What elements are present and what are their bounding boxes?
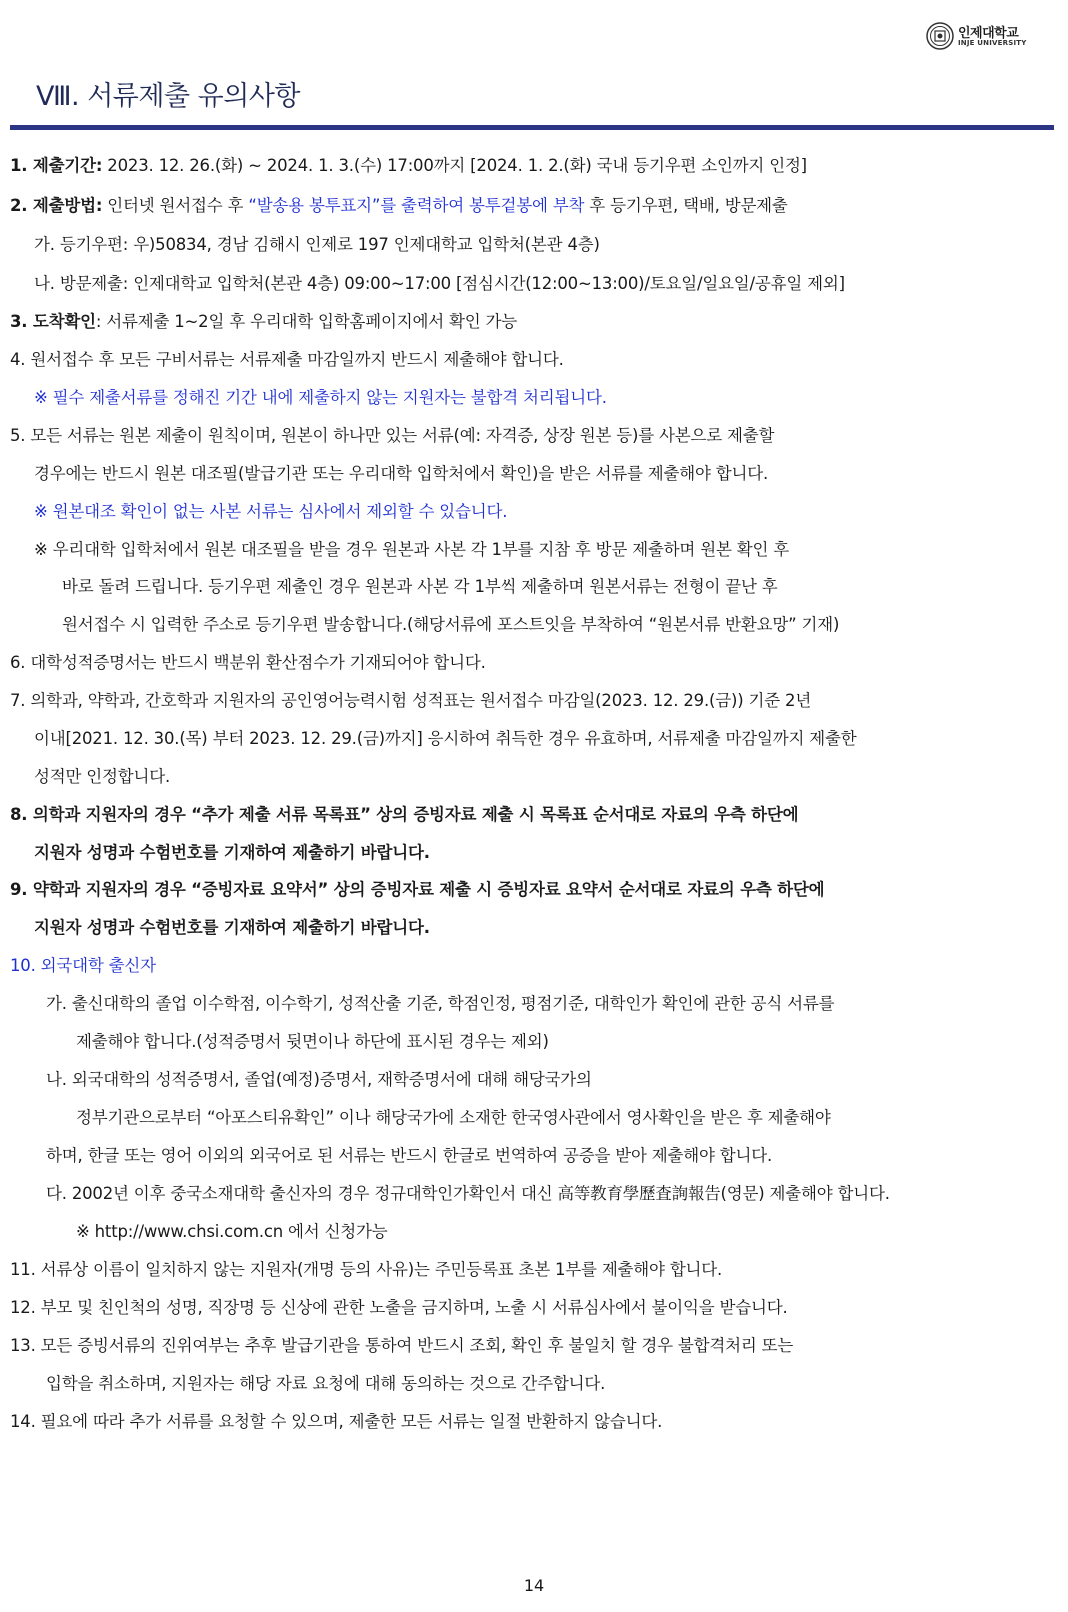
item-1-text: 2023. 12. 26.(화) ~ 2024. 1. 3.(수) 17:00까지 [2024. 1. 2.(화) 국내 등기우편 소인까지 인정] bbox=[102, 156, 807, 175]
item-9-line-2: 지원자 성명과 수험번호를 기재하여 제출하기 바랍니다. bbox=[34, 918, 430, 937]
item-2-na: 나. 방문제출: 인제대학교 입학처(본관 4층) 09:00~17:00 [점심시간(12:00~13:00)/토요일/일요일/공휴일 제외] bbox=[34, 274, 845, 293]
item-5-line-1: 5. 모든 서류는 원본 제출이 원칙이며, 원본이 하나만 있는 서류(예: 자격증, 상장 원본 등)를 사본으로 제출할 bbox=[10, 426, 775, 445]
title-divider bbox=[10, 125, 1054, 130]
item-2-text-b: 후 등기우편, 택배, 방문제출 bbox=[584, 196, 788, 215]
item-7-line-1: 7. 의학과, 약학과, 간호학과 지원자의 공인영어능력시험 성적표는 원서접수 마감일(2023. 12. 29.(금)) 기준 2년 bbox=[10, 691, 812, 710]
item-14: 14. 필요에 따라 추가 서류를 요청할 수 있으며, 제출한 모든 서류는 일절 반환하지 않습니다. bbox=[10, 1412, 663, 1431]
item-12: 12. 부모 및 친인척의 성명, 직장명 등 신상에 관한 노출을 금지하며, 노출 시 서류심사에서 불이익을 받습니다. bbox=[10, 1298, 788, 1317]
item-10-ga-line-2: 제출해야 합니다.(성적증명서 뒷면이나 하단에 표시된 경우는 제외) bbox=[76, 1032, 549, 1051]
item-7-line-2: 이내[2021. 12. 30.(목) 부터 2023. 12. 29.(금)까지] 응시하여 취득한 경우 유효하며, 서류제출 마감일까지 제출한 bbox=[34, 729, 857, 748]
item-2-ga: 가. 등기우편: 우)50834, 경남 김해시 인제로 197 인제대학교 입학처(본관 4층) bbox=[34, 235, 600, 254]
item-10-na-line-3: 하며, 한글 또는 영어 이외의 외국어로 된 서류는 반드시 한글로 번역하여 공증을 받아 제출해야 합니다. bbox=[46, 1146, 773, 1165]
item-5-note-2-line-2: 바로 돌려 드립니다. 등기우편 제출인 경우 원본과 사본 각 1부씩 제출하며 원본서류는 전형이 끝난 후 bbox=[62, 577, 778, 596]
item-2 bbox=[10, 194, 788, 218]
item-8-line-2: 지원자 성명과 수험번호를 기재하여 제출하기 바랍니다. bbox=[34, 843, 430, 862]
item-11: 11. 서류상 이름이 일치하지 않는 지원자(개명 등의 사유)는 주민등록표 초본 1부를 제출해야 합니다. bbox=[10, 1260, 723, 1279]
item-10-na-line-1: 나. 외국대학의 성적증명서, 졸업(예정)증명서, 재학증명서에 대해 해당국가의 bbox=[46, 1070, 592, 1089]
item-10-ga-line-1: 가. 출신대학의 졸업 이수학점, 이수학기, 성적산출 기준, 학점인정, 평점기준, 대학인가 확인에 관한 공식 서류를 bbox=[46, 994, 835, 1013]
item-3-label: 3. 도착확인 bbox=[10, 312, 96, 331]
item-2-text-a: 인터넷 원서접수 후 bbox=[102, 196, 249, 215]
item-6: 6. 대학성적증명서는 반드시 백분위 환산점수가 기재되어야 합니다. bbox=[10, 653, 486, 672]
item-1 bbox=[10, 154, 807, 178]
item-2-text-highlight: “발송용 봉투표지”를 출력하여 봉투겉봉에 부착 bbox=[248, 196, 585, 215]
university-seal-icon bbox=[926, 22, 954, 50]
item-10-na-line-2: 정부기관으로부터 “아포스티유확인” 이나 해당국가에 소재한 한국영사관에서 영사확인을 받은 후 제출해야 bbox=[76, 1108, 831, 1127]
logo-korean-name: 인제대학교 bbox=[958, 26, 1019, 41]
item-10-da-note: ※ http://www.chsi.com.cn 에서 신청가능 bbox=[76, 1222, 388, 1241]
item-5-line-2: 경우에는 반드시 원본 대조필(발급기관 또는 우리대학 입학처에서 확인)을 받은 서류를 제출해야 합니다. bbox=[34, 464, 769, 483]
item-10-da: 다. 2002년 이후 중국소재대학 출신자의 경우 정규대학인가확인서 대신 高等教育學歷査詢報告(영문) 제출해야 합니다. bbox=[46, 1184, 890, 1203]
item-8-line-1: 8. 의학과 지원자의 경우 “추가 제출 서류 목록표” 상의 증빙자료 제출 시 목록표 순서대로 자료의 우측 하단에 bbox=[10, 805, 799, 824]
item-2-label: 2. 제출방법: bbox=[10, 196, 103, 215]
item-13-line-1: 13. 모든 증빙서류의 진위여부는 추후 발급기관을 통하여 반드시 조회, 확인 후 불일치 할 경우 불합격처리 또는 bbox=[10, 1336, 794, 1355]
item-5-note-2-line-3: 원서접수 시 입력한 주소로 등기우편 발송합니다.(해당서류에 포스트잇을 부착하여 “원본서류 반환요망” 기재) bbox=[62, 615, 840, 634]
page-number: 14 bbox=[523, 1576, 545, 1595]
item-5-note-2-line-1: ※ 우리대학 입학처에서 원본 대조필을 받을 경우 원본과 사본 각 1부를 지참 후 방문 제출하며 원본 확인 후 bbox=[34, 540, 789, 559]
page-title: Ⅷ. 서류제출 유의사항 bbox=[36, 81, 300, 112]
logo-english-name: INJE UNIVERSITY bbox=[958, 39, 1027, 47]
university-logo bbox=[926, 20, 1038, 54]
item-4-note: ※ 필수 제출서류를 정해진 기간 내에 제출하지 않는 지원자는 불합격 처리됩니다. bbox=[34, 388, 607, 407]
item-9-line-1: 9. 약학과 지원자의 경우 “증빙자료 요약서” 상의 증빙자료 제출 시 증빙자료 요약서 순서대로 자료의 우측 하단에 bbox=[10, 880, 825, 899]
item-3 bbox=[10, 310, 517, 334]
item-7-line-3: 성적만 인정합니다. bbox=[34, 767, 171, 786]
item-5-note-1: ※ 원본대조 확인이 없는 사본 서류는 심사에서 제외할 수 있습니다. bbox=[34, 502, 508, 521]
item-1-label: 1. 제출기간: bbox=[10, 156, 103, 175]
item-10: 10. 외국대학 출신자 bbox=[10, 956, 156, 975]
item-3-text: : 서류제출 1~2일 후 우리대학 입학홈페이지에서 확인 가능 bbox=[95, 312, 518, 331]
item-4: 4. 원서접수 후 모든 구비서류는 서류제출 마감일까지 반드시 제출해야 합니다. bbox=[10, 350, 564, 369]
item-13-line-2: 입학을 취소하며, 지원자는 해당 자료 요청에 대해 동의하는 것으로 간주합니다. bbox=[46, 1374, 606, 1393]
